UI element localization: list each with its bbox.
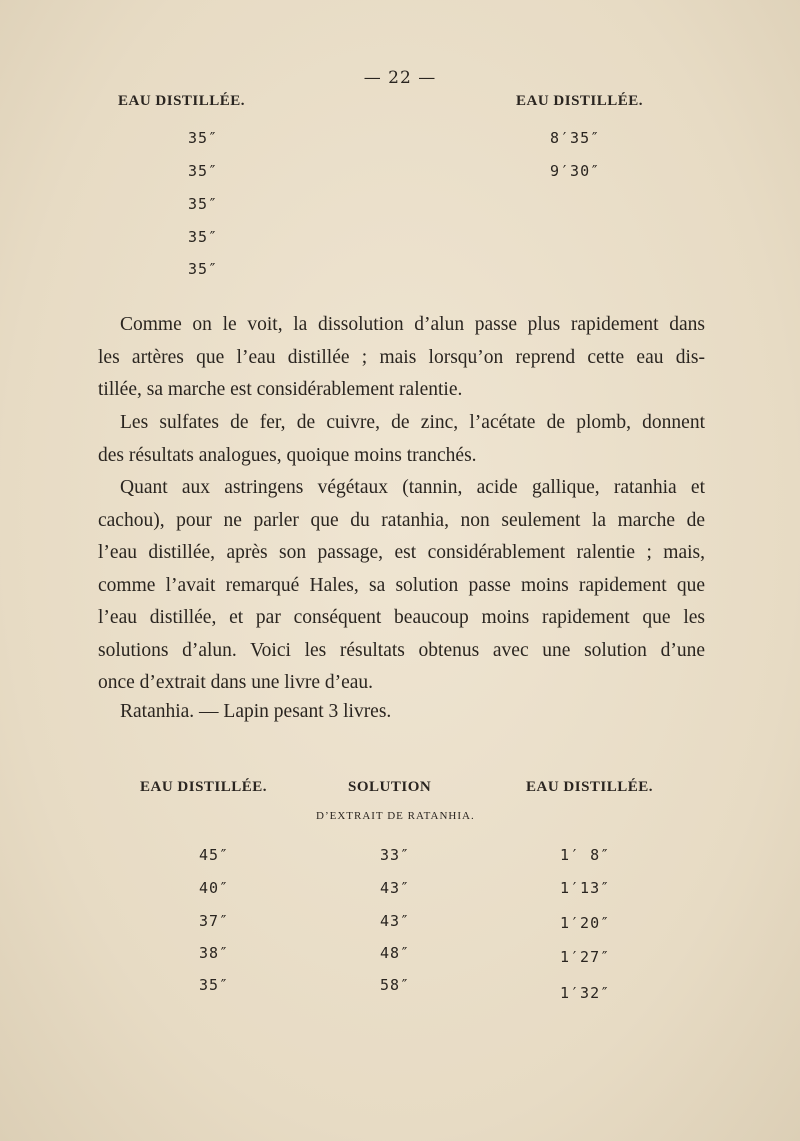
table2-header-col3: EAU DISTILLÉE.: [526, 779, 654, 795]
table2-cell: 45″: [199, 846, 230, 864]
table2-cell: 1′32″: [560, 984, 611, 1002]
text-line: tillée, sa marche est considérablement ralentie.: [98, 379, 463, 400]
table2-header-col1: EAU DISTILLÉE.: [140, 779, 268, 795]
table2-cell: 38″: [199, 944, 230, 962]
table2-cell: 1′13″: [560, 879, 611, 897]
paragraph-3: [98, 472, 705, 700]
table1-cell: 35″: [188, 129, 219, 147]
text-line: cachou), pour ne parler que du ratanhia, non seulement la marche de: [98, 509, 705, 531]
table1-cell: 8′35″: [550, 129, 601, 147]
table2-cell: 58″: [380, 976, 411, 994]
text-line: l’eau distillée, après son passage, est considérablement ralentie ; mais,: [98, 542, 705, 563]
experiment-caption: Ratanhia. — Lapin pesant 3 livres.: [120, 701, 392, 722]
table1-cell: 35″: [188, 162, 219, 180]
page-number: — 22 —: [363, 68, 437, 88]
table2-subheader: D’EXTRAIT DE RATANHIA.: [316, 810, 475, 822]
table1-cell: 9′30″: [550, 162, 601, 180]
text-line: Quant aux astringens végétaux (tannin, acide gallique, ratanhia et: [120, 477, 705, 498]
table2-cell: 35″: [199, 976, 230, 994]
table2-cell: 1′20″: [560, 914, 611, 932]
text-line: comme l’avait remarqué Hales, sa solution passe moins rapidement que: [98, 574, 705, 596]
table2-cell: 40″: [199, 879, 230, 897]
table2-cell: 48″: [380, 944, 411, 962]
text-line: l’eau distillée, et par conséquent beaucoup moins rapidement que les: [98, 607, 705, 628]
table1-header-right: EAU DISTILLÉE.: [516, 93, 644, 109]
table2-cell: 43″: [380, 912, 411, 930]
table2-cell: 1′27″: [560, 948, 611, 966]
table2-cell: 1′ 8″: [560, 846, 611, 864]
text-line: Les sulfates de fer, de cuivre, de zinc, l’acétate de plomb, donnent: [120, 412, 705, 433]
table1-cell: 35″: [188, 260, 219, 278]
table1-cell: 35″: [188, 195, 219, 213]
table1-cell: 35″: [188, 228, 219, 246]
paragraph-2: [98, 407, 705, 472]
table2-cell: 43″: [380, 879, 411, 897]
text-line: Comme on le voit, la dissolution d’alun passe plus rapidement dans: [120, 314, 705, 335]
table2-cell: 37″: [199, 912, 230, 930]
text-line: solutions d’alun. Voici les résultats obtenus avec une solution d’une: [98, 639, 705, 661]
table2-header-col2: SOLUTION: [348, 779, 432, 795]
text-line: des résultats analogues, quoique moins tranchés.: [98, 444, 477, 466]
table1-header-left: EAU DISTILLÉE.: [118, 93, 246, 109]
text-line: les artères que l’eau distillée ; mais lorsqu’on reprend cette eau dis-: [98, 346, 705, 368]
text-line: once d’extrait dans une livre d’eau.: [98, 672, 374, 693]
paragraph-1: [98, 309, 705, 407]
table2-cell: 33″: [380, 846, 411, 864]
